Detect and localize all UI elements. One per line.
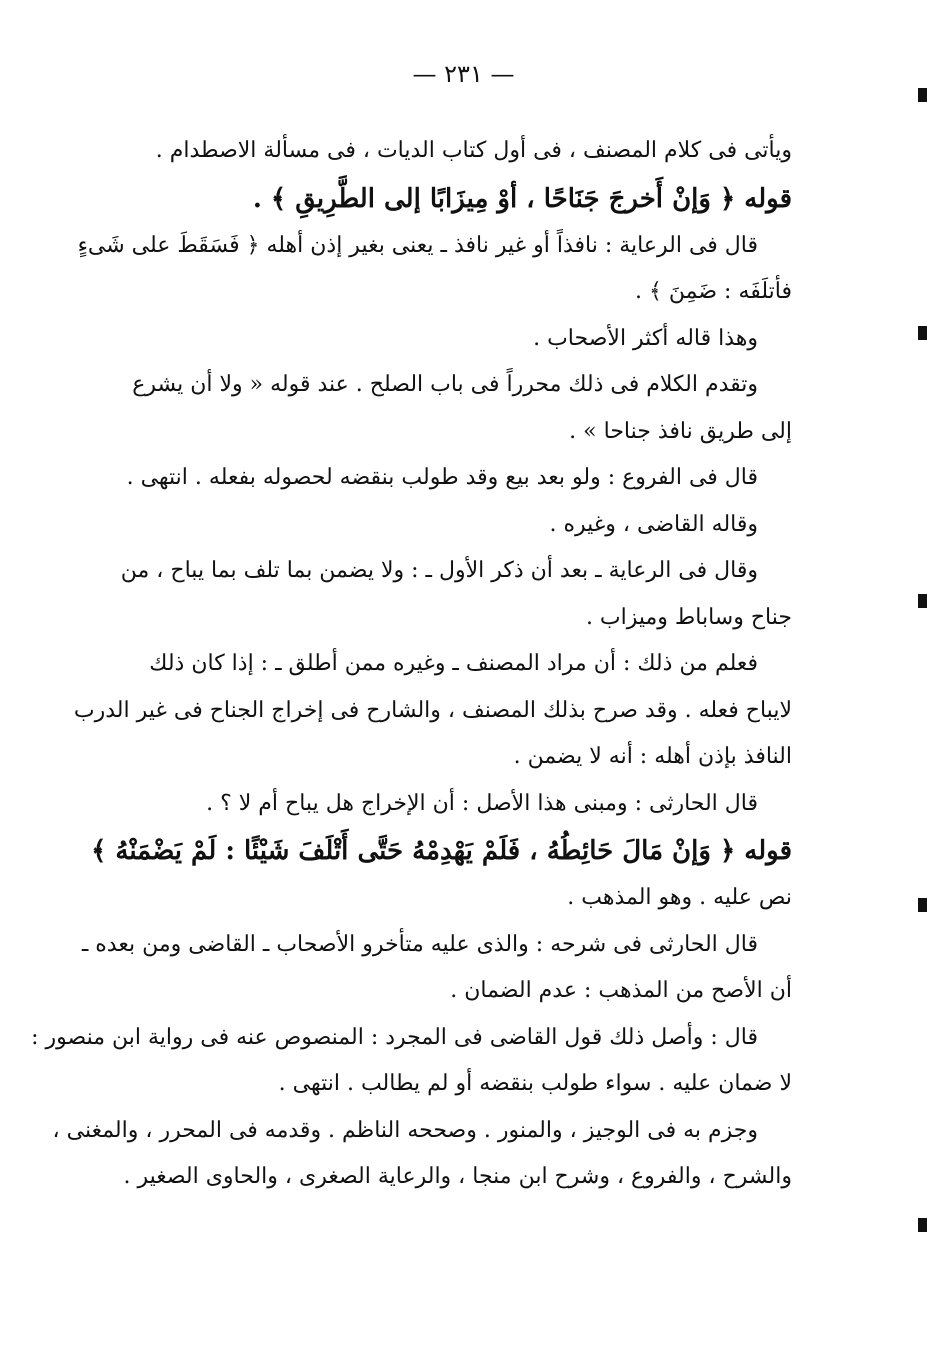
text-line: فعلم من ذلك : أن مراد المصنف ـ وغيره ممن أطلق ـ : إذا كان ذلك (149, 651, 758, 676)
quoted-matn-line: قوله ﴿ وَإنْ مَالَ حَائِطُهُ ، فَلَمْ يَهْدِمْهُ حَتَّى أَتْلَفَ شَيْئًا : لَمْ يَضْمَنْهُ ﴾ (91, 836, 792, 866)
text-line: نص عليه . وهو المذهب . (567, 885, 792, 910)
margin-mark (918, 1218, 927, 1232)
quoted-matn-line: قوله ﴿ وَإنْ أَخرجَ جَنَاحًا ، أوْ مِيزَابًا إلى الطَّرِيقِ ﴾ . (252, 183, 792, 214)
margin-mark (918, 326, 927, 340)
text-line: قال الحارثى : ومبنى هذا الأصل : أن الإخراج هل يباح أم لا ؟ . (206, 790, 758, 816)
margin-mark (918, 88, 927, 102)
text-line: قال فى الفروع : ولو بعد بيع وقد طولب بنقضه لحصوله بفعله . انتهى . (126, 465, 758, 490)
margin-mark (918, 898, 927, 912)
text-line: وجزم به فى الوجيز ، والمنور . وصححه الناظم . وقدمه فى المحرر ، والمغنى ، (52, 1117, 758, 1143)
text-line: إلى طريق نافذ جناحا » . (569, 418, 792, 444)
text-line: جناح وساباط وميزاب . (585, 604, 792, 630)
text-line: لايباح فعله . وقد صرح بذلك المصنف ، والشارح فى إخراج الجناح فى غير الدرب (73, 697, 792, 723)
body-text (31, 128, 792, 1201)
text-line: وتقدم الكلام فى ذلك محرراً فى باب الصلح . عند قوله « ولا أن يشرع (132, 372, 758, 397)
text-line: فأتلَفَه : ضَمِنَ ﴾ . (635, 279, 792, 304)
text-line: وهذا قاله أكثر الأصحاب . (533, 325, 758, 351)
margin-mark (918, 594, 927, 608)
text-line: ويأتى فى كلام المصنف ، فى أول كتاب الديات ، فى مسألة الاصطدام . (155, 138, 792, 163)
text-line: النافذ بإذن أهله : أنه لا يضمن . (513, 744, 792, 769)
text-line: قال : وأصل ذلك قول القاضى فى المجرد : المنصوص عنه فى رواية ابن منصور : (31, 1024, 758, 1050)
text-line: وقال فى الرعاية ـ بعد أن ذكر الأول ـ : ولا يضمن بما تلف بما يباح ، من (120, 558, 758, 583)
text-line: قال فى الرعاية : نافذاً أو غير نافذ ـ يعنى بغير إذن أهله ﴿ فَسَقَطَ على شَىءٍ (77, 232, 758, 258)
text-line: لا ضمان عليه . سواء طولب بنقضه أو لم يطالب . انتهى . (278, 1071, 792, 1096)
page-number: — ٢٣١ — (412, 60, 515, 88)
text-line: وقاله القاضى ، وغيره . (549, 511, 758, 537)
text-line: والشرح ، والفروع ، وشرح ابن منجا ، والرعاية الصغرى ، والحاوى الصغير . (123, 1164, 792, 1189)
text-line: أن الأصح من المذهب : عدم الضمان . (450, 978, 792, 1003)
text-line: قال الحارثى فى شرحه : والذى عليه متأخرو الأصحاب ـ القاضى ومن بعده ـ (81, 931, 758, 957)
